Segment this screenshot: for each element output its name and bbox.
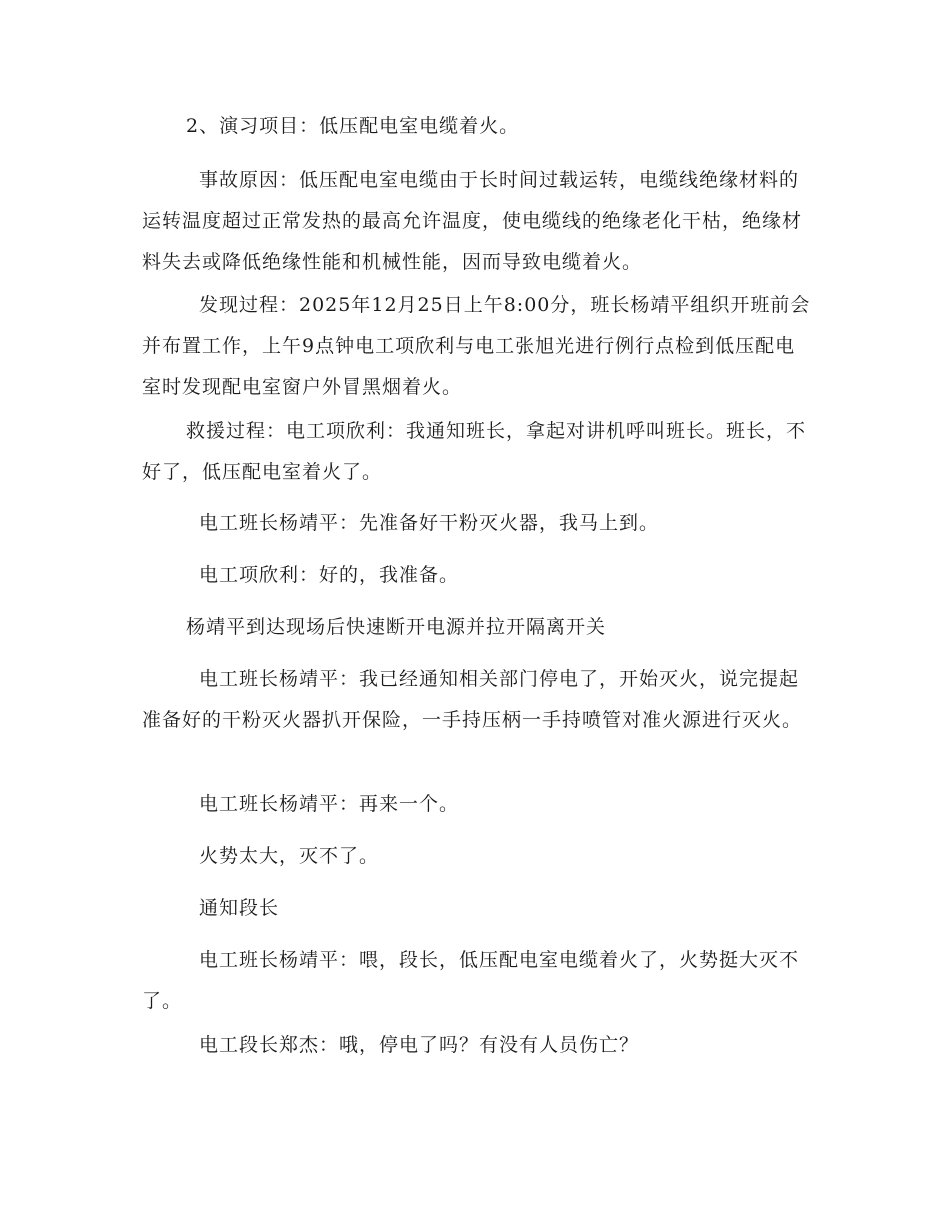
paragraph-dialogue-2: 电工项欣利：好的，我准备。 — [199, 564, 460, 586]
paragraph-drill-item: 2、演习项目：低压配电室电缆着火。 — [186, 115, 520, 137]
paragraph-dialogue-6: 电工段长郑杰：哦，停电了吗？有没有人员伤亡？ — [199, 1034, 640, 1056]
paragraph-dialogue-5: 电工班长杨靖平：喂，段长，低压配电室电缆着火了，火势挺大灭不了。 — [142, 949, 800, 1012]
paragraph-dialogue-4: 电工班长杨靖平：再来一个。 — [199, 793, 460, 815]
paragraph-dialogue-3: 电工班长杨靖平：我已经通知相关部门停电了，开始灭火，说完提起准备好的干粉灭火器扒开保险，一手持压柄一手持喷管对准火源进行灭火。 — [142, 668, 803, 731]
paragraph-discovery: 发现过程：2025年12月25日上午8:00分，班长杨靖平组织开班前会并布置工作，上午9点钟电工项欣利与电工张旭光进行例行点检到低压配电室时发现配电室窗户外冒黑烟着火。 — [142, 294, 811, 398]
paragraph-action: 杨靖平到达现场后快速断开电源并拉开隔离开关 — [186, 616, 607, 638]
paragraph-dialogue-1: 电工班长杨靖平：先准备好干粉灭火器，我马上到。 — [199, 512, 660, 534]
paragraph-fire-status: 火势太大，灭不了。 — [199, 845, 380, 867]
paragraph-rescue: 救援过程：电工项欣利：我通知班长，拿起对讲机呼叫班长。班长，不好了，低压配电室着火了。 — [142, 420, 807, 483]
paragraph-notify: 通知段长 — [199, 897, 280, 919]
paragraph-accident-cause: 事故原因：低压配电室电缆由于长时间过载运转，电缆线绝缘材料的运转温度超过正常发热的最高允许温度，使电缆线的绝缘老化干枯，绝缘材料失去或降低绝缘性能和机械性能，因而导致电缆着火。 — [142, 169, 803, 273]
